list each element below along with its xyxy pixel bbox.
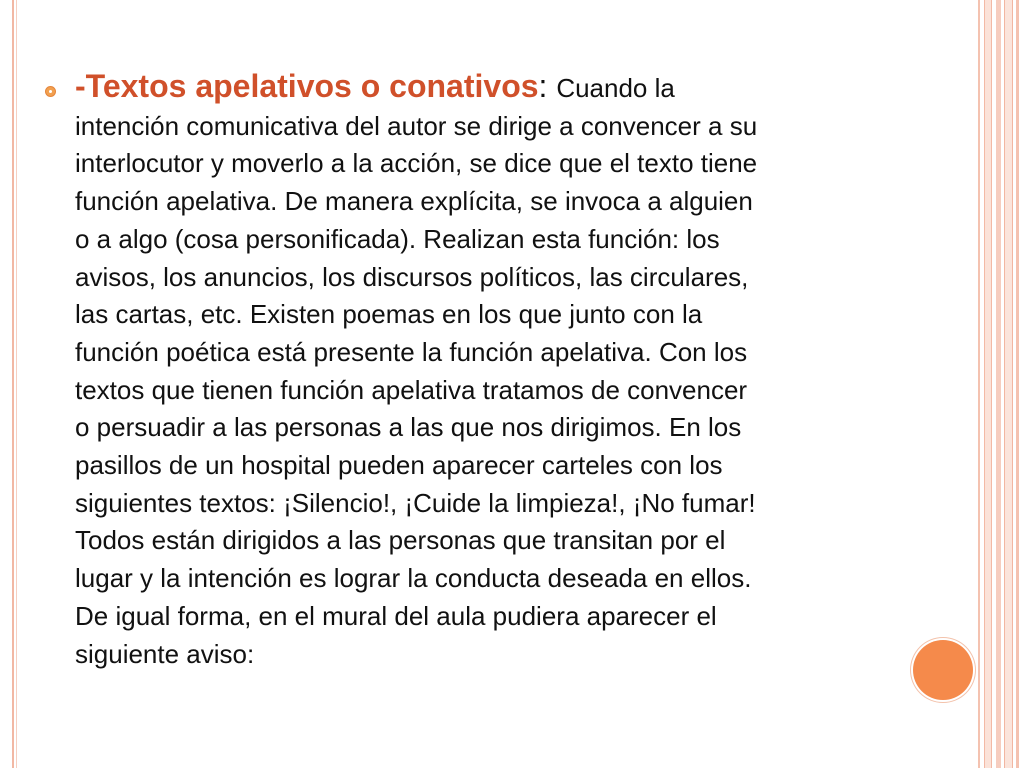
right-decor-stripe: [1016, 0, 1019, 768]
heading-colon: :: [538, 68, 557, 104]
right-decor-stripe: [984, 0, 992, 768]
slide-content: [45, 68, 915, 673]
bullet-paragraph: [45, 68, 915, 673]
right-decor-stripe: [1004, 0, 1013, 768]
paragraph-body: Cuando la intención comunicativa del autor se dirige a convencer a su interlocutor y moverlo a la acción, se dice que el texto tiene función apelativa. De manera explícita, se invoca a alguien o a algo (cosa personificada). Realizan esta función: los avisos, los anuncios, los discursos políticos, las circulares, las cartas, etc. Existen poemas en los que junto con la función poética está presente la función apelativa. Con los textos que tienen función apelativa tratamos de convencer o persuadir a las personas a las que nos dirigimos. En los pasillos de un hospital pueden aparecer carteles con los siguientes textos: ¡Silencio!, ¡Cuide la limpieza!, ¡No fumar! Todos están dirigidos a las personas que transitan por el lugar y la intención es lograr la conducta deseada en ellos. De igual forma, en el mural del aula pudiera aparecer el siguiente aviso:: [75, 73, 758, 669]
left-decor-line: [12, 0, 14, 768]
orange-circle-decoration: [913, 640, 973, 700]
left-decor-line-thin: [16, 0, 17, 768]
slide-heading: Textos apelativos o conativos: [85, 68, 539, 104]
bullet-icon: [45, 86, 56, 97]
right-decor-stripe: [996, 0, 1001, 768]
right-decor-stripe: [978, 0, 980, 768]
heading-dash: -: [75, 68, 86, 104]
